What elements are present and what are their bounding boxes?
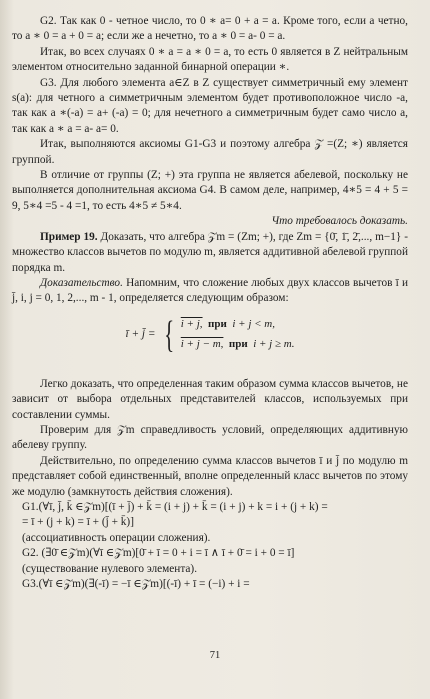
formula-cases xyxy=(181,317,295,352)
axiom-g3: G3.(∀ī ∈𝒵m)(∃(-ī) = −ī ∈𝒵m)[(-ī) + ī = (−i) + i = xyxy=(22,578,250,590)
paragraph-well-defined: Легко доказать, что определенная таким образом сумма классов вычетов, не зависит от выбора отдельных представителей классов, используемых при составлении суммы. xyxy=(12,377,408,421)
axiom-g1-note: (ассоциативность операции сложения). xyxy=(22,531,211,544)
formula-case-2 xyxy=(181,337,295,352)
case-2-word: при xyxy=(228,337,248,350)
paragraph-conclusion-neutral: Итак, во всех случаях 0 ∗ a = a ∗ 0 = a, то есть 0 является в Z нейтральным элементом относительно заданной бинарной операции ∗. xyxy=(12,45,408,74)
formula-lhs: ī + j̄ = xyxy=(125,328,156,341)
proof-label: Доказательство. xyxy=(40,276,123,289)
paragraph-closure: Действительно, по определению сумма классов вычетов ī и j̄ по модулю m представляет собой единственный, вполне определенный класс вычетов по этому же модулю (замкнутость действия сложения). xyxy=(12,454,408,498)
paragraph-check: Проверим для 𝒵m справедливость условий, определяющих аддитивную абелеву группу. xyxy=(12,423,408,452)
paragraph-g2: G2. Так как 0 - четное число, то 0 ∗ a= 0 + a = a. Кроме того, если a четно, то a ∗ 0 = a + 0 = a; если же a нечетно, то a ∗ 0 = a- 0 = a. xyxy=(12,15,408,43)
axiom-g2: G2. (∃0̄ ∈𝒵m)(∀ī ∈𝒵m)[0̄ + ī = 0 + i = ī ∧ ī + 0̄ = i + 0 = ī] xyxy=(22,547,295,560)
case-2-expr: i + j − m, xyxy=(180,337,224,350)
formula-case-1 xyxy=(181,317,295,332)
axiom-g1-line2: = ī + (j + k) = ī + (j̄ + k̄)] xyxy=(22,516,134,529)
page-number: 71 xyxy=(209,649,221,661)
axiom-g1-line1: G1.(∀ī, j̄, k̄ ∈𝒵m)[(ī + j̄) + k̄ = (i + j) + k̄ = (i + j) + k = i + (j + k) = xyxy=(22,500,328,513)
axiom-g2-note: (существование нулевого элемента). xyxy=(22,562,198,575)
paragraph-g3: G3. Для любого элемента a∈Z в Z существует симметричный ему элемент s(a): для четного a симметричным элементом будет противоположное число -a, так как a ∗(-a) = a+ (-a) = 0; для нечетного a симметричным будет само число a, так как a ∗ a = a- a= 0. xyxy=(12,76,408,135)
paragraph-group-conclusion: Итак, выполняются аксиомы G1-G3 и поэтому алгебра 𝒵 =(Z; ∗) является группой. xyxy=(12,138,408,166)
case-1-word: при xyxy=(208,318,227,331)
paragraph-non-abelian: В отличие от группы (Z; +) эта группа не является абелевой, поскольку не выполняется дополнительная аксиома G4. В самом деле, например, 4∗5 = 4 + 5 = 9, 5∗4 =5 - 4 =1, то есть 4∗5 ≠ 5∗4. xyxy=(12,169,408,212)
case-2-cond: i + j ≥ m. xyxy=(253,337,295,350)
left-brace: { xyxy=(163,313,174,356)
case-1-expr: i + j, xyxy=(180,318,203,331)
qed-line: Что требовалось доказать. xyxy=(271,215,408,228)
proof-text: Напомним, что сложение любых двух классов вычетов ī и j̄, i, j = 0, 1, 2,..., m - 1, определяется следующим образом: xyxy=(12,276,408,305)
residue-sum-formula xyxy=(12,311,408,359)
case-1-cond: i + j < m, xyxy=(232,318,275,331)
paragraph-example-19 xyxy=(12,230,408,276)
example-label: Пример 19. xyxy=(40,230,98,243)
example-text: Доказать, что алгебра 𝒵m = (Zm; +), где Zm = {0̄, 1̄, 2̄,..., m−1} - множество классов вычетов по модулю m, является аддитивной абелевой группой порядка m. xyxy=(12,230,409,274)
paragraph-proof xyxy=(12,276,408,307)
